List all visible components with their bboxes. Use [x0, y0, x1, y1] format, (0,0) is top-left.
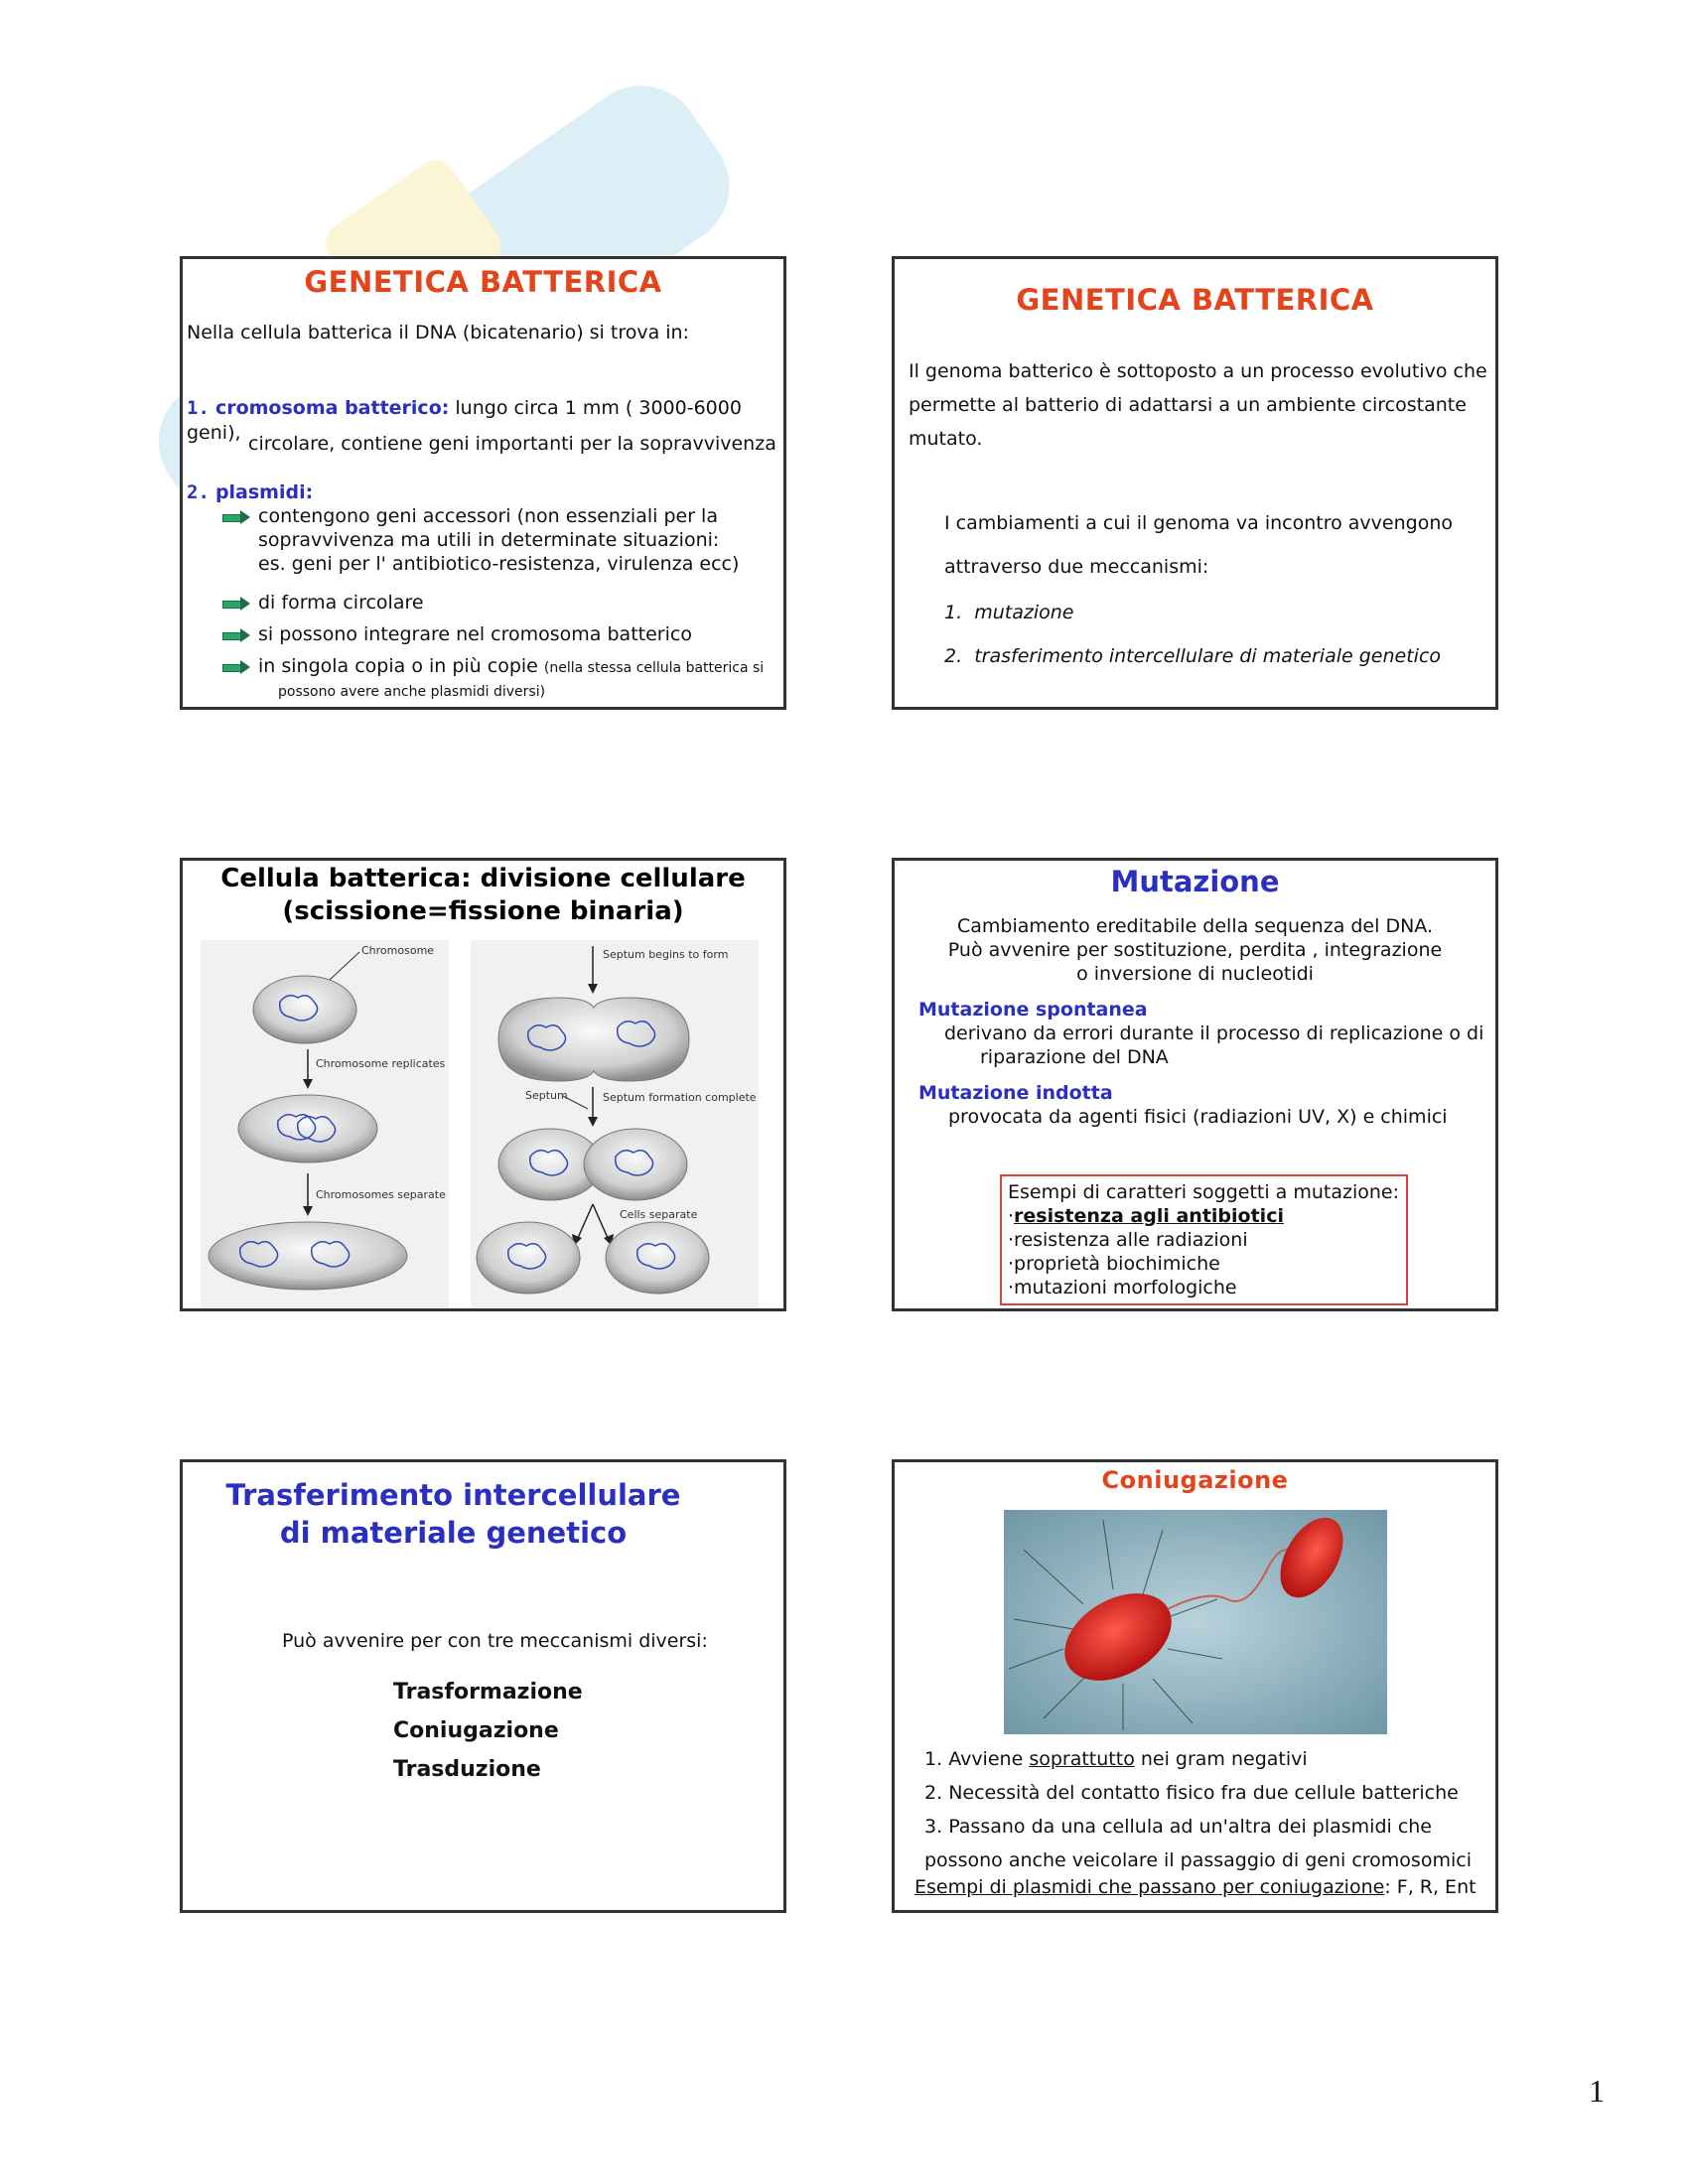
slide-trasferimento [180, 1459, 786, 1913]
mutazione-definition: Cambiamento ereditabile della sequenza del DNA. Può avvenire per sostituzione, perdita , integrazione o inversione di nucleotidi [947, 915, 1443, 985]
trasferimento-intro: Può avvenire per con tre meccanismi diversi: [282, 1630, 708, 1652]
slide-title: Cellula batterica: divisione cellulare (scissione=fissione binaria) [220, 864, 746, 926]
mechanisms-paragraph: I cambiamenti a cui il genoma va incontro avvengono attraverso due meccanismi: [944, 512, 1454, 578]
binary-fission-diagram [201, 940, 767, 1307]
plasmidi-bullet-2: di forma circolare [222, 591, 424, 615]
list-item: 1. Avviene soprattutto nei gram negativi [924, 1748, 1308, 1770]
plasmidi-bullet-1-line3: es. geni per l' antibiotico-resistenza, virulenza ecc) [258, 553, 740, 575]
item-cromosoma-cont: circolare, contiene geni importanti per la sopravvivenza [248, 433, 776, 455]
page-number: 1 [1589, 2073, 1605, 2109]
green-arrow-icon [222, 661, 250, 673]
item-cromosoma: 1. cromosoma batterico: lungo circa 1 mm ( 3000-6000 geni), [187, 397, 742, 444]
conjugation-micrograph [1004, 1510, 1387, 1734]
label-chromosome-replicates: Chromosome replicates [316, 1057, 446, 1070]
slide-genetica-batterica-1 [180, 256, 786, 710]
slide-title: GENETICA BATTERICA [1016, 283, 1374, 317]
list-item: 3. Passano da una cellula ad un'altra dei plasmidi che [924, 1816, 1432, 1838]
mutazione-spontanea-label: Mutazione spontanea [918, 999, 1148, 1021]
mutazione-indotta-label: Mutazione indotta [918, 1082, 1113, 1104]
slide-divisione-cellulare [180, 858, 786, 1311]
genome-paragraph: Il genoma batterico è sottoposto a un processo evolutivo che permette al batterio di adattarsi a un ambiente circostante mutato. [909, 360, 1487, 450]
green-arrow-icon [222, 511, 250, 523]
label-septum-begins: Septum begins to form [603, 948, 729, 961]
list-item: ·proprietà biochimiche [1008, 1253, 1220, 1275]
mechanisms-list [393, 1673, 583, 1789]
slide-title: GENETICA BATTERICA [304, 265, 662, 299]
label-chromosomes-separate: Chromosomes separate [316, 1188, 446, 1201]
plasmidi-bullet-3: si possono integrare nel cromosoma batterico [222, 622, 692, 647]
label-septum: Septum [525, 1089, 568, 1102]
label-chromosome: Chromosome [361, 944, 435, 957]
plasmidi-bullet-4: in singola copia o in più copie (nella stessa cellula batterica si [222, 654, 764, 681]
list-item: ·resistenza alle radiazioni [1008, 1229, 1248, 1251]
slide-coniugazione [892, 1459, 1498, 1913]
list-item: ·mutazioni morfologiche [1008, 1277, 1237, 1298]
mutazione-spontanea-text: derivano da errori durante il processo di replicazione o di riparazione del DNA [944, 1023, 1484, 1068]
plasmidi-note-cont: possono avere anche plasmidi diversi) [278, 684, 546, 700]
item-plasmidi: 2. plasmidi: [187, 481, 314, 503]
plasmidi-bullet-1: contengono geni accessori (non essenziali per la [222, 504, 718, 528]
slide-title: Mutazione [1110, 865, 1280, 898]
list-item: Coniugazione [393, 1718, 559, 1743]
list-item: ·resistenza agli antibiotici [1008, 1205, 1284, 1227]
mechanisms-list [944, 591, 1441, 678]
green-arrow-icon [222, 598, 250, 610]
coniugazione-examples: Esempi di plasmidi che passano per coniugazione: F, R, Ent [914, 1876, 1477, 1898]
label-septum-complete: Septum formation complete [603, 1091, 757, 1104]
list-item: 2. Necessità del contatto fisico fra due cellule batteriche [924, 1782, 1459, 1804]
list-item: 2. trasferimento intercellulare di materiale genetico [944, 645, 1442, 667]
label-cells-separate: Cells separate [620, 1208, 698, 1221]
slide-title: Trasferimento intercellulare di materiale genetico [225, 1478, 681, 1550]
mutation-examples-box: Esempi di caratteri soggetti a mutazione: ·resistenza agli antibiotici ·resistenza alle radiazioni ·proprietà biochimiche ·mutazioni morfologiche [1000, 1174, 1408, 1305]
plasmidi-bullet-1-line2: sopravvivenza ma utili in determinate situazioni: [258, 529, 720, 551]
coniugazione-list: 1. Avviene soprattutto nei gram negativi 2. Necessità del contatto fisico fra due cellule batteriche 3. Passano da una cellula ad un'altra dei plasmidi che possono anche veicolare il passaggio di geni cromosomici [924, 1742, 1472, 1877]
green-arrow-icon [222, 629, 250, 641]
list-item: Trasduzione [393, 1757, 541, 1782]
list-item: Trasformazione [393, 1680, 583, 1705]
slide-mutazione [892, 858, 1498, 1311]
slide-title: Coniugazione [1101, 1466, 1289, 1494]
mutazione-indotta-text: provocata da agenti fisici (radiazioni UV, X) e chimici [948, 1106, 1448, 1128]
intro-text: Nella cellula batterica il DNA (bicatenario) si trova in: [187, 322, 689, 343]
list-item: 1. mutazione [944, 602, 1074, 623]
slide-genetica-batterica-2 [892, 256, 1498, 710]
